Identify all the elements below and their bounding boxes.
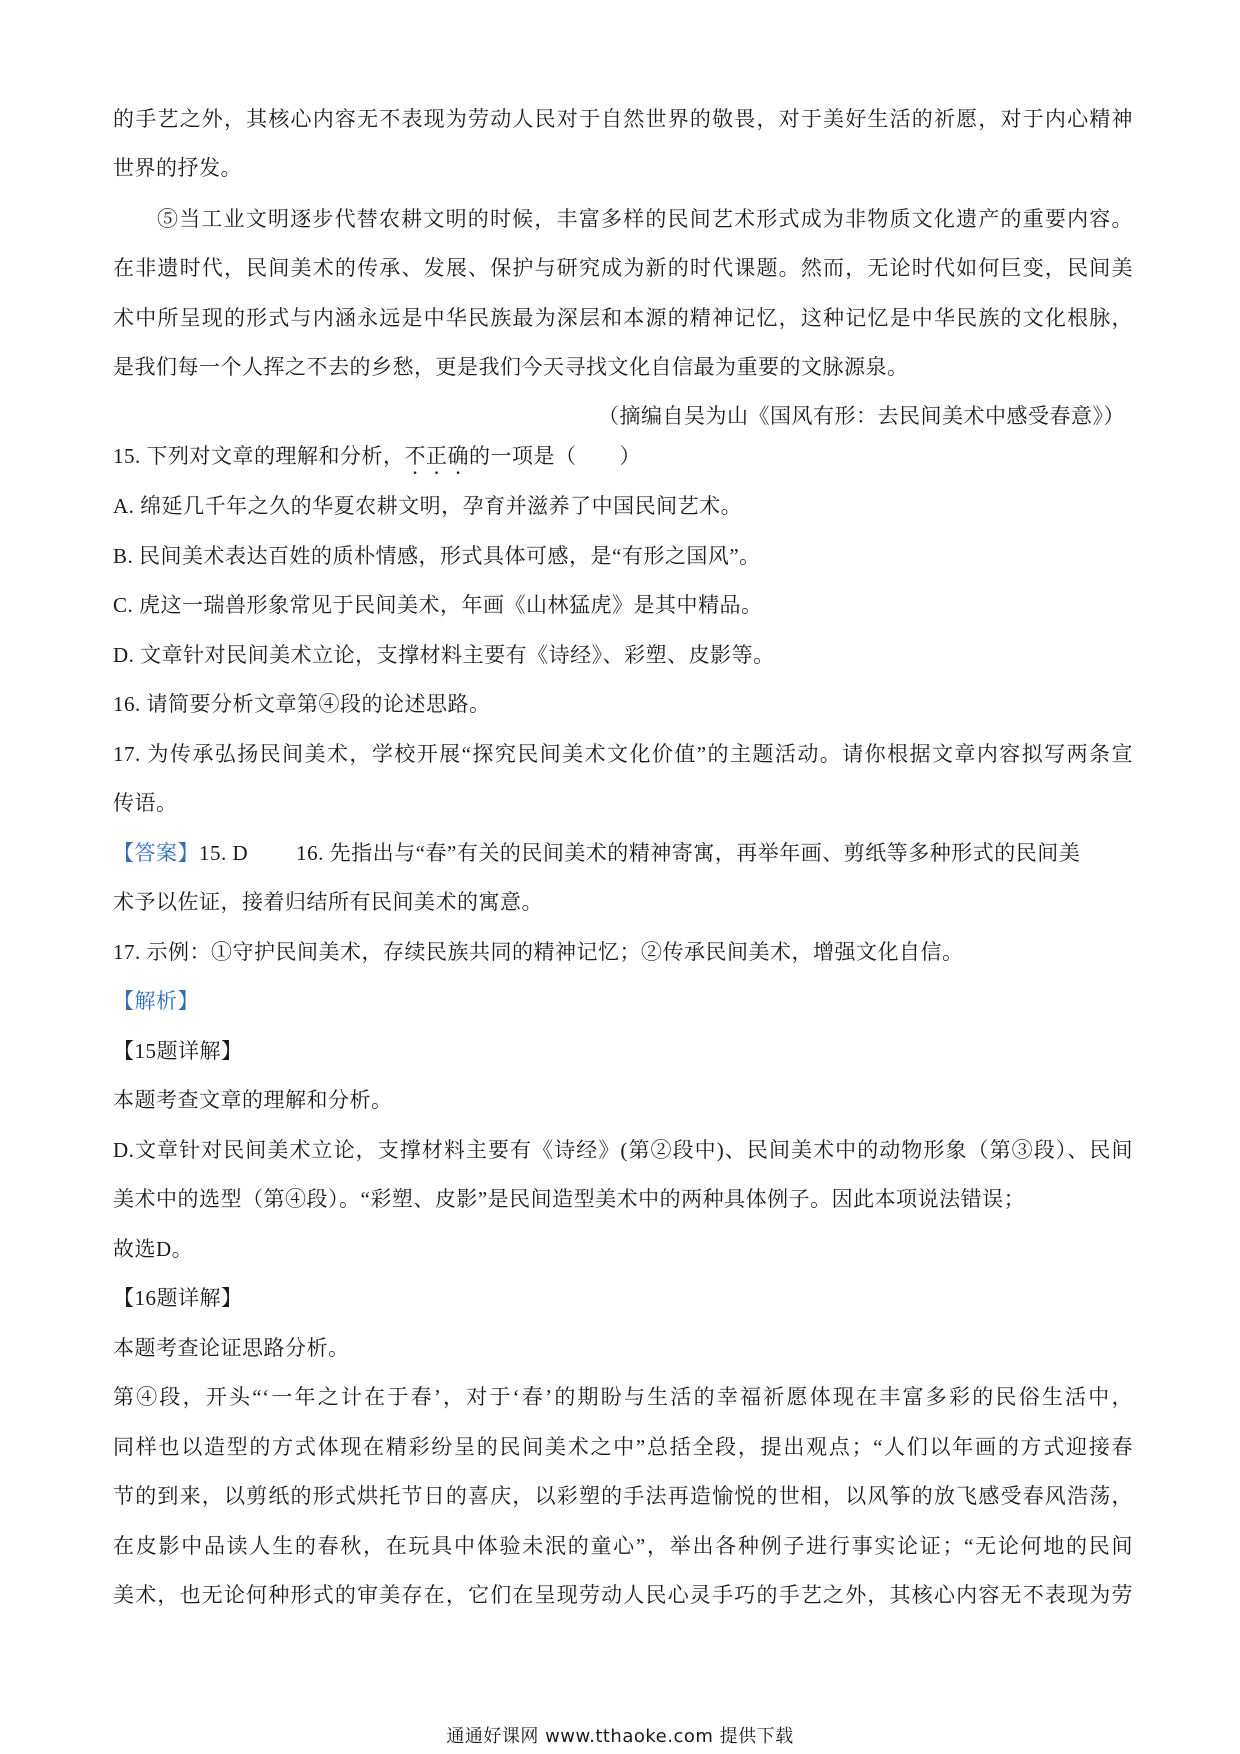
answer-15: 15. D — [199, 841, 249, 865]
option-c: C. 虎这一瑞兽形象常见于民间美术，年画《山林猛虎》是其中精品。 — [113, 593, 763, 617]
article-line-5: 术中所呈现的形式与内涵永远是中华民族最为深层和本源的精神记忆，这种记忆是中华民族的文化根脉， — [113, 306, 1133, 330]
analysis-16-line-6: 美术，也无论何种形式的审美存在，它们在呈现劳动人民心灵手巧的手艺之外，其核心内容无不表现为劳 — [113, 1583, 1133, 1607]
question-17-line-2: 传语。 — [113, 791, 178, 815]
answer-17: 17. 示例：①守护民间美术，存续民族共同的精神记忆；②传承民间美术，增强文化自信。 — [113, 940, 964, 964]
emphasis-char: 不 — [404, 444, 426, 468]
analysis-16-line-2: 第④段，开头“‘一年之计在于春’，对于‘春’的期盼与生活的幸福祈愿体现在丰富多彩的民俗生活中， — [113, 1385, 1133, 1409]
heading-16-detail: 【16题详解】 — [113, 1286, 243, 1310]
analysis-16-line-3: 同样也以造型的方式体现在精彩纷呈的民间美术之中”总括全段，提出观点；“人们以年画的方式迎接春 — [113, 1435, 1133, 1459]
option-a: A. 绵延几千年之久的华夏农耕文明，孕育并滋养了中国民间艺术。 — [113, 494, 743, 518]
article-line-6: 是我们每一个人挥之不去的乡愁，更是我们今天寻找文化自信最为重要的文脉源泉。 — [113, 355, 909, 379]
question-16: 16. 请简要分析文章第④段的论述思路。 — [113, 692, 491, 716]
option-d: D. 文章针对民间美术立论，支撑材料主要有《诗经》、彩塑、皮影等。 — [113, 643, 775, 667]
analysis-16-line-4: 节的到来，以剪纸的形式烘托节日的喜庆，以彩塑的手法再造愉悦的世相，以风筝的放飞感受春风浩荡， — [113, 1484, 1133, 1508]
analysis-15-line-3: 美术中的选型（第④段）。“彩塑、皮影”是民间造型美术中的两种具体例子。因此本项说法错误； — [113, 1187, 1026, 1211]
answer-line-1 — [113, 838, 1133, 868]
question-15-suffix: 的一项是（ ） — [469, 444, 641, 468]
question-15 — [113, 441, 1133, 471]
option-b: B. 民间美术表达百姓的质朴情感，形式具体可感，是“有形之国风”。 — [113, 544, 761, 568]
analysis-16-line-5: 在皮影中品读人生的春秋，在玩具中体验未泯的童心”，举出各种例子进行事实论证；“无论何地的民间 — [113, 1534, 1133, 1558]
footer-watermark: 通通好课网 www.tthaoke.com 提供下载 — [446, 1726, 794, 1747]
analysis-15-line-2: D.文章针对民间美术立论，支撑材料主要有《诗经》(第②段中)、民间美术中的动物形象（第③段）、民间 — [113, 1138, 1133, 1162]
article-line-2: 世界的抒发。 — [113, 156, 242, 180]
article-line-4: 在非遗时代，民间美术的传承、发展、保护与研究成为新的时代课题。然而，无论时代如何巨变，民间美 — [113, 256, 1133, 280]
question-15-prefix: 15. 下列对文章的理解和分析， — [113, 444, 405, 468]
analysis-15-line-1: 本题考查文章的理解和分析。 — [113, 1088, 393, 1112]
article-line-3: ⑤当工业文明逐步代替农耕文明的时候，丰富多样的民间艺术形式成为非物质文化遗产的重要内容。 — [157, 207, 1133, 231]
analysis-tag: 【解析】 — [113, 989, 199, 1013]
answer-16-line-2: 术予以佐证，接着归结所有民间美术的寓意。 — [113, 890, 543, 914]
analysis-15-line-4: 故选D。 — [113, 1237, 194, 1261]
article-line-1: 的手艺之外，其核心内容无不表现为劳动人民对于自然世界的敬畏，对于美好生活的祈愿，对于内心精神 — [113, 107, 1133, 131]
question-17-line-1: 17. 为传承弘扬民间美术，学校开展“探究民间美术文化价值”的主题活动。请你根据文章内容拟写两条宣 — [113, 742, 1133, 766]
answer-tag: 【答案】 — [113, 841, 199, 865]
answer-16-line-1: 16. 先指出与“春”有关的民间美术的精神寄寓，再举年画、剪纸等多种形式的民间美 — [296, 841, 1081, 865]
analysis-16-line-1: 本题考查论证思路分析。 — [113, 1336, 350, 1360]
emphasis-char: 确 — [447, 444, 469, 468]
article-source: （摘编自吴为山《国风有形：去民间美术中感受春意》） — [598, 404, 1125, 428]
heading-15-detail: 【15题详解】 — [113, 1039, 243, 1063]
emphasis-char: 正 — [426, 444, 448, 468]
